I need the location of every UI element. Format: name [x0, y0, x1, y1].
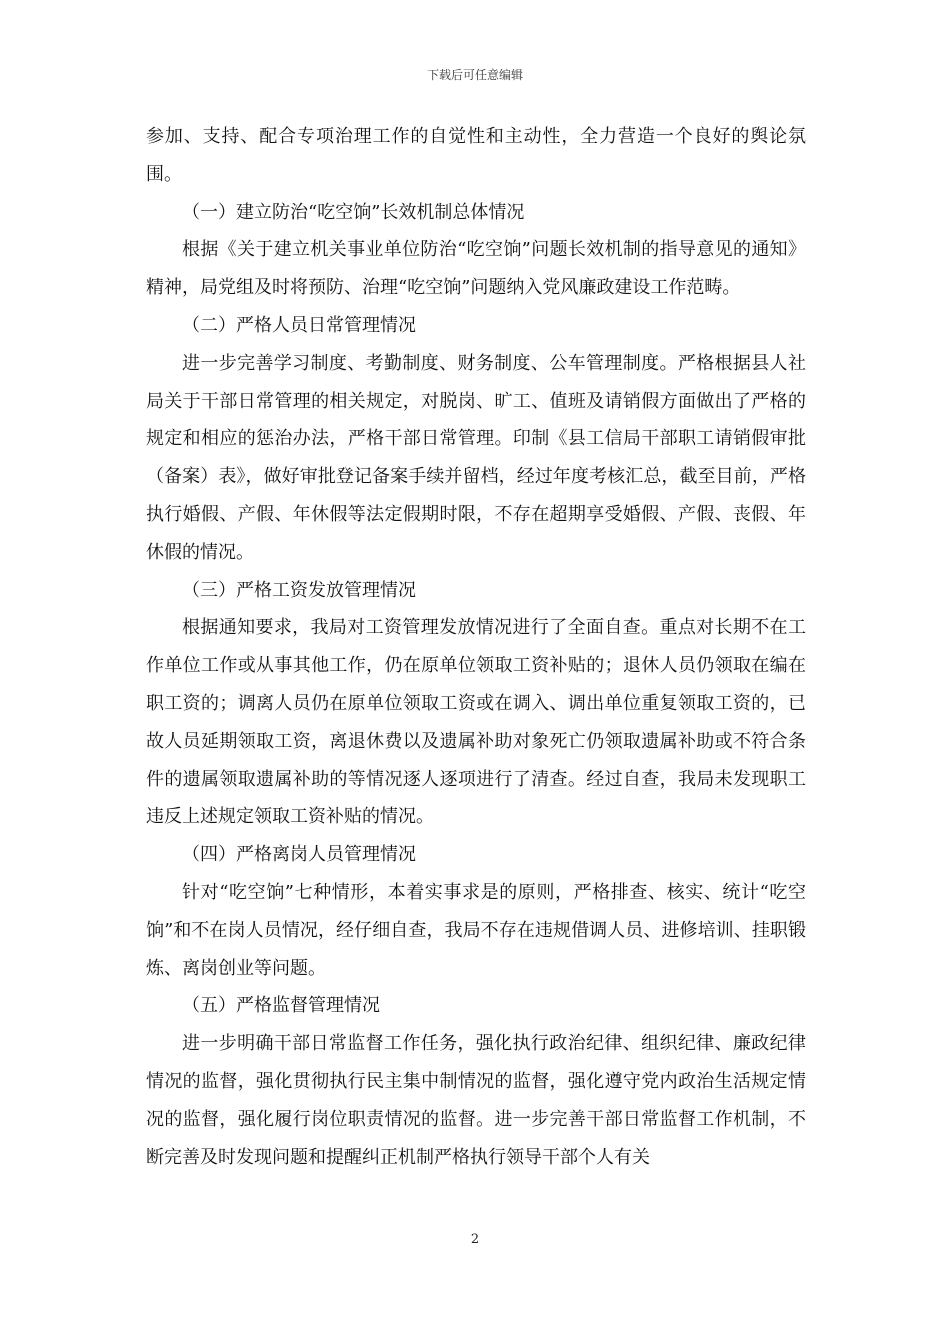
paragraph-1: 根据《关于建立机关事业单位防治“吃空饷”问题长效机制的指导意见的通知》精神，局党组及时将预防、治理“吃空饷”问题纳入党风廉政建设工作范畴。 [146, 239, 806, 299]
page-number: 2 [470, 1232, 480, 1247]
section-heading-2: （二）严格人员日常管理情况 [182, 314, 416, 336]
section-heading-4: （四）严格离岗人员管理情况 [182, 844, 416, 866]
paragraph-4: 针对“吃空饷”七种情形，本着实事求是的原则，严格排查、核实、统计“吃空饷”和不在岗人员情况，经仔细自查，我局不存在违规借调人员、进修培训、挂职锻炼、离岗创业等问题。 [146, 881, 806, 979]
document-body [146, 118, 806, 1176]
section-heading-3: （三）严格工资发放管理情况 [182, 579, 416, 601]
paragraph-continued: 参加、支持、配合专项治理工作的自觉性和主动性，全力营造一个良好的舆论氛围。 [146, 126, 806, 185]
page-header: 下载后可任意编辑 [426, 68, 523, 82]
paragraph-5: 进一步明确干部日常监督工作任务，强化执行政治纪律、组织纪律、廉政纪律情况的监督，强化贯彻执行民主集中制情况的监督，强化遵守党内政治生活规定情况的监督，强化履行岗位职责情况的监督。进一步完善干部日常监督工作机制，不断完善及时发现问题和提醒纠正机制严格执行领导干部个人有关 [146, 1033, 806, 1168]
section-heading-1: （一）建立防治“吃空饷”长效机制总体情况 [182, 201, 525, 223]
paragraph-2: 进一步完善学习制度、考勤制度、财务制度、公车管理制度。严格根据县人社局关于干部日常管理的相关规定，对脱岗、旷工、值班及请销假方面做出了严格的规定和相应的惩治办法，严格干部日常管理。印制《县工信局干部职工请销假审批（备案）表》，做好审批登记备案手续并留档，经过年度考核汇总，截至目前，严格执行婚假、产假、年休假等法定假期时限，不存在超期享受婚假、产假、丧假、年休假的情况。 [146, 352, 806, 563]
section-heading-5: （五）严格监督管理情况 [182, 995, 380, 1017]
paragraph-3: 根据通知要求，我局对工资管理发放情况进行了全面自查。重点对长期不在工作单位工作或从事其他工作，仍在原单位领取工资补贴的；退休人员仍领取在编在职工资的；调离人员仍在原单位领取工资或在调入、调出单位重复领取工资的，已故人员延期领取工资，离退休费以及遗属补助对象死亡仍领取遗属补助或不符合条件的遗属领取遗属补助的等情况逐人逐项进行了清查。经过自查，我局未发现职工违反上述规定领取工资补贴的情况。 [146, 617, 806, 828]
